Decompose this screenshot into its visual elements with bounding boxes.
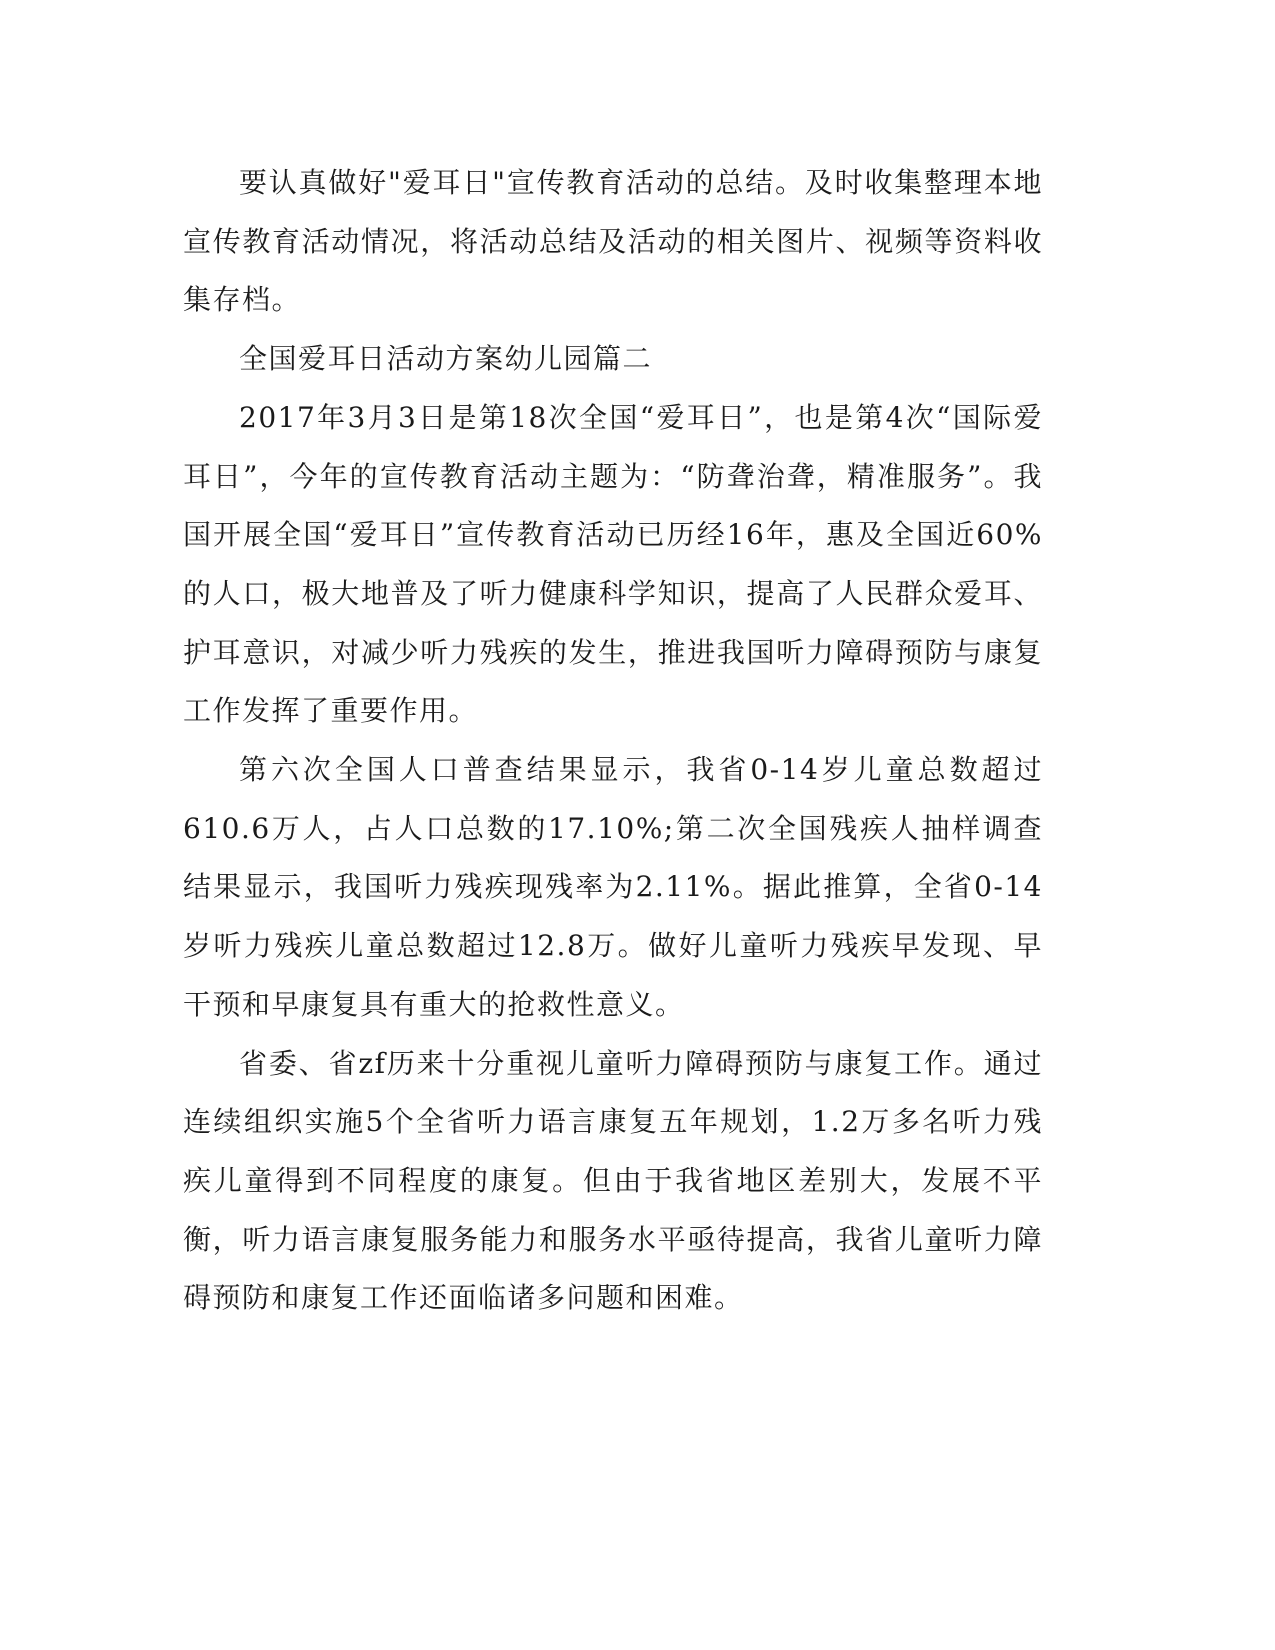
paragraph-ear-day-intro: 2017年3月3日是第18次全国“爱耳日”，也是第4次“国际爱耳日”，今年的宣传教育活动主题为：“防聋治聋，精准服务”。我国开展全国“爱耳日”宣传教育活动已历经16年，惠及全国近60%的人口，极大地普及了听力健康科学知识，提高了人民群众爱耳、护耳意识，对减少听力残疾的发生，推进我国听力障碍预防与康复工作发挥了重要作用。 [183, 400, 1043, 728]
paragraph-census-statistics: 第六次全国人口普查结果显示，我省0-14岁儿童总数超过610.6万人，占人口总数的17.10%;第二次全国残疾人抽样调查结果显示，我国听力残疾现残率为2.11%。据此推算，全省0-14岁听力残疾儿童总数超过12.8万。做好儿童听力残疾早发现、早干预和早康复具有重大的抢救性意义。 [183, 753, 1043, 1021]
paragraph-summary: 要认真做好"爱耳日"宣传教育活动的总结。及时收集整理本地宣传教育活动情况，将活动总结及活动的相关图片、视频等资料收集存档。 [183, 166, 1043, 317]
paragraph-provincial-work: 省委、省zf历来十分重视儿童听力障碍预防与康复工作。通过连续组织实施5个全省听力语言康复五年规划，1.2万多名听力残疾儿童得到不同程度的康复。但由于我省地区差别大，发展不平衡，听力语言康复服务能力和服务水平亟待提高，我省儿童听力障碍预防和康复工作还面临诸多问题和困难。 [183, 1046, 1043, 1315]
document-body [183, 154, 1043, 1328]
section-heading: 全国爱耳日活动方案幼儿园篇二 [239, 342, 653, 376]
